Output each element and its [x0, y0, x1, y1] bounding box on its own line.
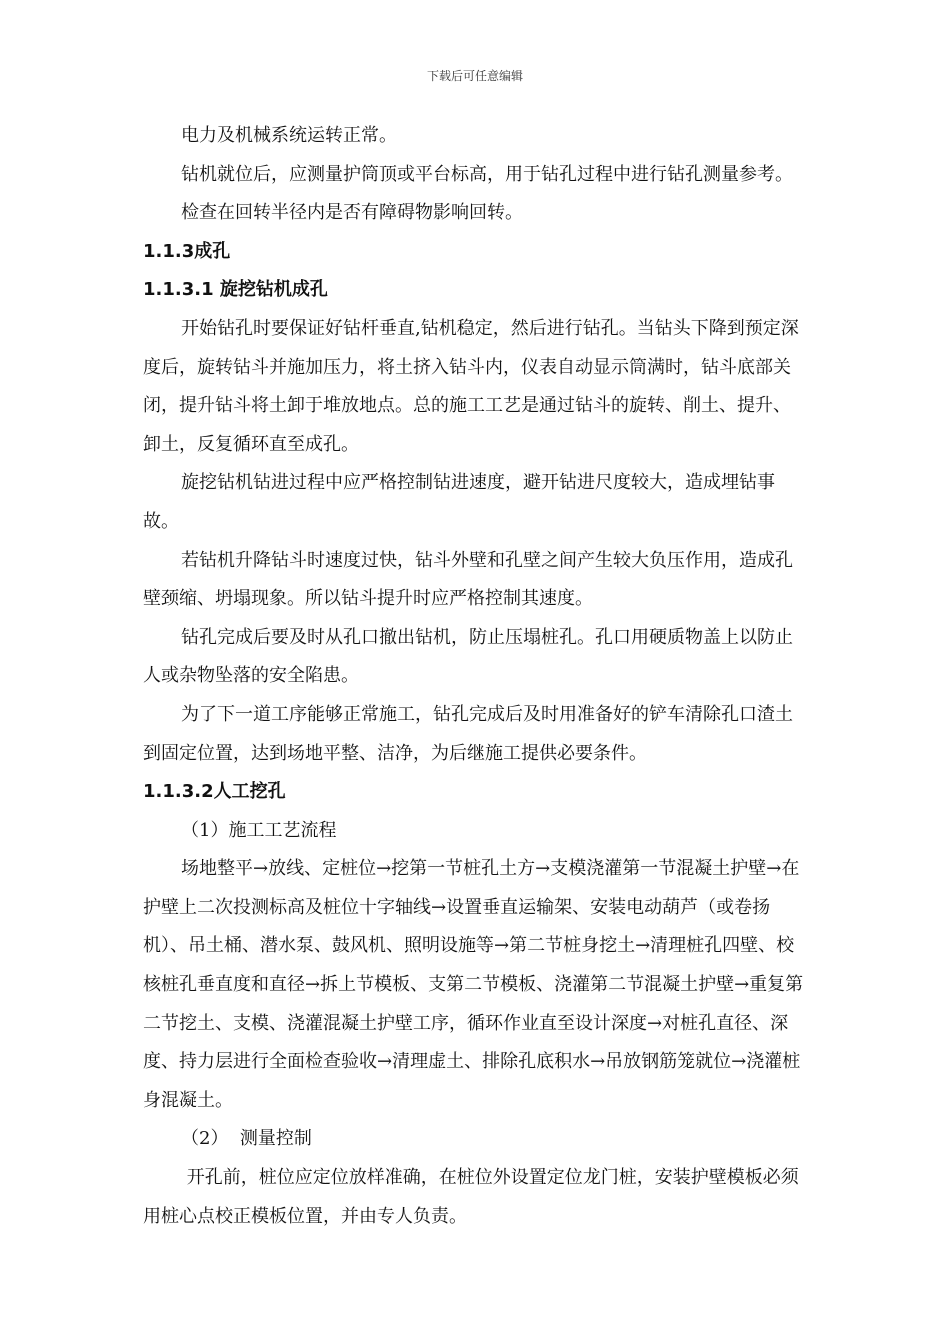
- paragraph-obstacle-check: 检查在回转半径内是否有障碍物影响回转。: [181, 202, 523, 224]
- document-body: [143, 117, 808, 1236]
- paragraph-survey-control: 开孔前，桩位应定位放样准确，在桩位外设置定位龙门桩，安装护壁模板必须用桩心点校正模板位置，并由专人负责。: [143, 1167, 799, 1227]
- paragraph-bucket-speed: 若钻机升降钻斗时速度过快，钻斗外壁和孔壁之间产生较大负压作用，造成孔壁颈缩、坍塌现象。所以钻斗提升时应严格控制其速度。: [143, 549, 793, 610]
- paragraph-remove-drill: 钻孔完成后要及时从孔口撤出钻机，防止压塌桩孔。孔口用硬质物盖上以防止人或杂物坠落的安全陷患。: [143, 626, 793, 687]
- section-heading-hole-forming: 1.1.3成孔: [143, 240, 231, 262]
- paragraph-drill-positioning: 钻机就位后，应测量护筒顶或平台标高，用于钻孔过程中进行钻孔测量参考。: [181, 163, 793, 185]
- paragraph-drilling-speed: 旋挖钻机钻进过程中应严格控制钻进速度，避开钻进尺度较大，造成埋钻事故。: [143, 472, 775, 532]
- page-header: 下载后可任意编辑: [426, 69, 523, 83]
- subheading-process-flow: （1）施工工艺流程: [181, 819, 337, 841]
- paragraph-clear-soil: 为了下一道工序能够正常施工，钻孔完成后及时用准备好的铲车清除孔口渣土到固定位置，达到场地平整、洁净，为后继施工提供必要条件。: [143, 703, 793, 764]
- section-heading-manual-digging: 1.1.3.2人工挖孔: [143, 781, 286, 803]
- paragraph-drilling-start: 开始钻孔时要保证好钻杆垂直,钻机稳定，然后进行钻孔。当钻头下降到预定深度后，旋转钻斗并施加压力，将土挤入钻斗内，仪表自动显示筒满时，钻斗底部关闭，提升钻斗将土卸于堆放地点。总的施工工艺是通过钻斗的旋转、削土、提升、卸土，反复循环直至成孔。: [143, 317, 799, 455]
- paragraph-process-flow: 场地整平→放线、定桩位→挖第一节桩孔土方→支模浇灌第一节混凝土护壁→在护壁上二次投测标高及桩位十字轴线→设置垂直运输架、安装电动葫芦（或卷扬机）、吊土桶、潜水泵、鼓风机、照明设施等→第二节桩身挖土→清理桩孔四壁、校核桩孔垂直度和直径→拆上节模板、支第二节模板、浇灌第二节混凝土护壁→重复第二节挖土、支模、浇灌混凝土护壁工序，循环作业直至设计深度→对桩孔直径、深度、持力层进行全面检查验收→清理虚土、排除孔底积水→吊放钢筋笼就位→浇灌桩身混凝土。: [143, 858, 804, 1111]
- paragraph-power-system: 电力及机械系统运转正常。: [181, 125, 397, 146]
- section-heading-rotary-drilling: 1.1.3.1 旋挖钻机成孔: [143, 279, 328, 301]
- subheading-survey-control: （2） 测量控制: [181, 1128, 312, 1150]
